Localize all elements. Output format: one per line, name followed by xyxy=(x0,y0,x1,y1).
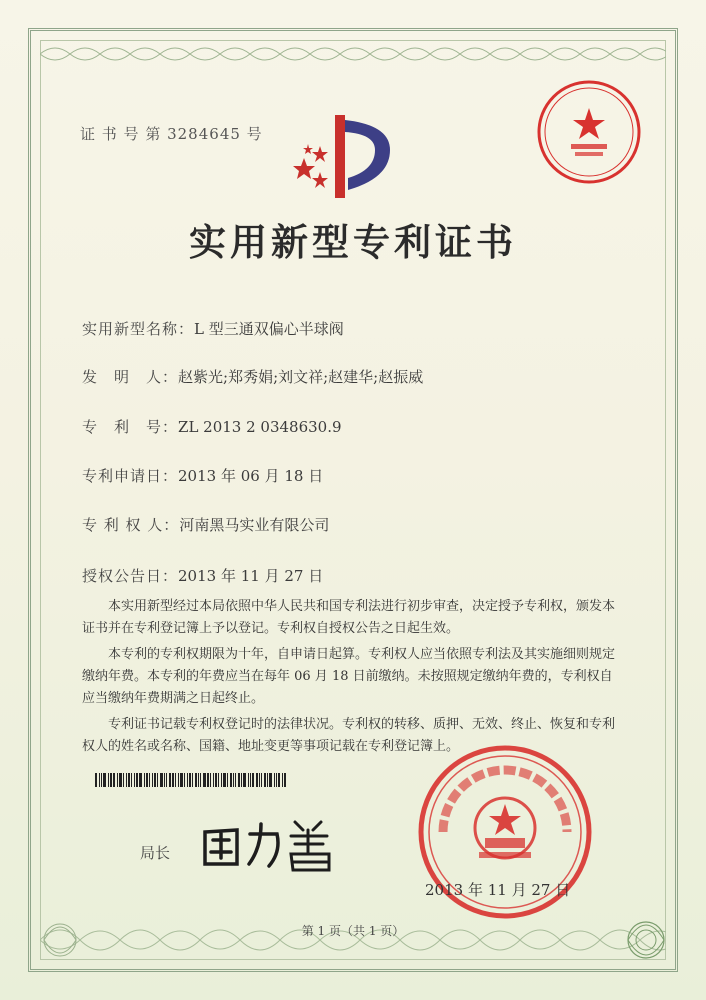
certificate-number-value: 第 3284645 号 xyxy=(145,125,263,143)
barcode-bar xyxy=(149,773,150,787)
barcode-bar xyxy=(282,773,283,787)
corner-flower-decoration-left xyxy=(40,880,120,960)
barcode-icon xyxy=(95,773,335,787)
barcode-bar xyxy=(250,773,251,787)
certificate-number xyxy=(80,123,263,144)
patentee-value: 河南黑马实业有限公司 xyxy=(179,516,330,534)
model-name-value: L 型三通双偏心半球阀 xyxy=(194,320,344,338)
filing-date-value: 2013 年 06 月 18 日 xyxy=(178,467,324,485)
top-guilloche-decoration xyxy=(40,40,666,68)
barcode-bar xyxy=(223,773,226,787)
patentee-label: 专 利 权 人： xyxy=(82,516,180,534)
grant-date-label: 授权公告日： xyxy=(82,567,179,585)
barcode-bar xyxy=(198,773,199,787)
barcode-bar xyxy=(131,773,132,787)
barcode-bar xyxy=(164,773,165,787)
barcode-bar xyxy=(213,773,214,787)
barcode-bar xyxy=(103,773,106,787)
barcode-bar xyxy=(284,773,286,787)
barcode-bar xyxy=(134,773,135,787)
barcode-bar xyxy=(101,773,102,787)
barcode-bar xyxy=(274,773,275,787)
certificate-title: 实用新型专利证书 xyxy=(189,220,517,264)
barcode-bar xyxy=(128,773,130,787)
barcode-bar xyxy=(187,773,188,787)
inventor-field xyxy=(82,366,423,387)
barcode-bar xyxy=(146,773,148,787)
barcode-bar xyxy=(110,773,112,787)
barcode-bar xyxy=(248,773,249,787)
barcode-bar xyxy=(264,773,266,787)
signoff-date: 2013 年 11 月 27 日 xyxy=(425,881,571,899)
barcode-bar xyxy=(210,773,211,787)
certificate-body-text xyxy=(82,596,622,762)
barcode-bar xyxy=(178,773,179,787)
barcode-bar xyxy=(243,773,246,787)
barcode-bar xyxy=(113,773,115,787)
barcode-bar xyxy=(169,773,171,787)
barcode-bar xyxy=(207,773,209,787)
certificate-number-label: 证 书 号 xyxy=(80,125,140,143)
barcode-bar xyxy=(195,773,197,787)
barcode-bar xyxy=(144,773,145,787)
barcode-bar xyxy=(215,773,217,787)
inventor-value: 赵紫光;郑秀娟;刘文祥;赵建华;赵振威 xyxy=(178,368,424,386)
model-name-field xyxy=(82,318,344,339)
barcode-bar xyxy=(278,773,280,787)
barcode-bar xyxy=(136,773,138,787)
barcode-bar xyxy=(192,773,193,787)
barcode-bar xyxy=(172,773,174,787)
barcode-bar xyxy=(238,773,240,787)
barcode-bar xyxy=(200,773,201,787)
barcode-bar xyxy=(184,773,185,787)
patent-office-logo-icon xyxy=(290,110,400,200)
grant-date-value: 2013 年 11 月 27 日 xyxy=(178,567,324,585)
barcode-bar xyxy=(139,773,142,787)
barcode-bar xyxy=(180,773,183,787)
director-label: 局长 xyxy=(140,844,171,862)
barcode-bar xyxy=(233,773,234,787)
barcode-bar xyxy=(203,773,206,787)
inventor-label: 发 明 人： xyxy=(82,368,179,386)
barcode-bar xyxy=(259,773,260,787)
patentee-field xyxy=(82,514,329,535)
barcode-bar xyxy=(269,773,272,787)
body-paragraph-2: 本专利的专利权期限为十年，自申请日起算。专利权人应当依照专利法及其实施细则规定缴纳年费。本专利的年费应当在每年 06 月 18 日前缴纳。未按照规定缴纳年费的，专利权自应当缴纳年费期满之日起终止。 xyxy=(82,647,616,706)
barcode-bar xyxy=(227,773,228,787)
filing-date-label: 专利申请日： xyxy=(82,467,179,485)
barcode-bar xyxy=(175,773,176,787)
barcode-bar xyxy=(252,773,254,787)
page-footer: 第 1 页（共 1 页） xyxy=(301,924,405,938)
barcode-bar xyxy=(126,773,127,787)
barcode-bar xyxy=(119,773,122,787)
barcode-bar xyxy=(123,773,124,787)
director-signature-icon xyxy=(195,812,345,872)
barcode-bar xyxy=(235,773,236,787)
barcode-bar xyxy=(157,773,158,787)
filing-date-field xyxy=(82,465,323,486)
body-paragraph-1: 本实用新型经过本局依照中华人民共和国专利法进行初步审查，决定授予专利权，颁发本证书并在专利登记簿上予以登记。专利权自授权公告之日起生效。 xyxy=(82,599,616,636)
patent-agency-seal-icon xyxy=(535,78,643,186)
barcode-bar xyxy=(99,773,100,787)
barcode-bar xyxy=(154,773,156,787)
barcode-bar xyxy=(218,773,219,787)
barcode-bar xyxy=(166,773,167,787)
patent-number-field xyxy=(82,416,342,437)
barcode-bar xyxy=(241,773,242,787)
barcode-bar xyxy=(160,773,163,787)
barcode-bar xyxy=(261,773,262,787)
corner-flower-decoration-right xyxy=(586,880,666,960)
body-paragraph-3: 专利证书记载专利权登记时的法律状况。专利权的转移、质押、无效、终止、恢复和专利权人的姓名或名称、国籍、地址变更等事项记载在专利登记簿上。 xyxy=(82,717,616,754)
barcode-bar xyxy=(230,773,232,787)
barcode-bar xyxy=(221,773,222,787)
barcode-bar xyxy=(267,773,268,787)
model-name-label: 实用新型名称： xyxy=(82,320,195,338)
barcode-bar xyxy=(276,773,277,787)
barcode-bar xyxy=(117,773,118,787)
patent-number-label: 专 利 号： xyxy=(82,418,179,436)
barcode-bar xyxy=(108,773,109,787)
barcode-bar xyxy=(256,773,258,787)
barcode-bar xyxy=(95,773,97,787)
grant-date-field xyxy=(82,565,323,586)
barcode-bar xyxy=(152,773,153,787)
barcode-bar xyxy=(189,773,191,787)
patent-number-value: ZL 2013 2 0348630.9 xyxy=(178,418,342,436)
